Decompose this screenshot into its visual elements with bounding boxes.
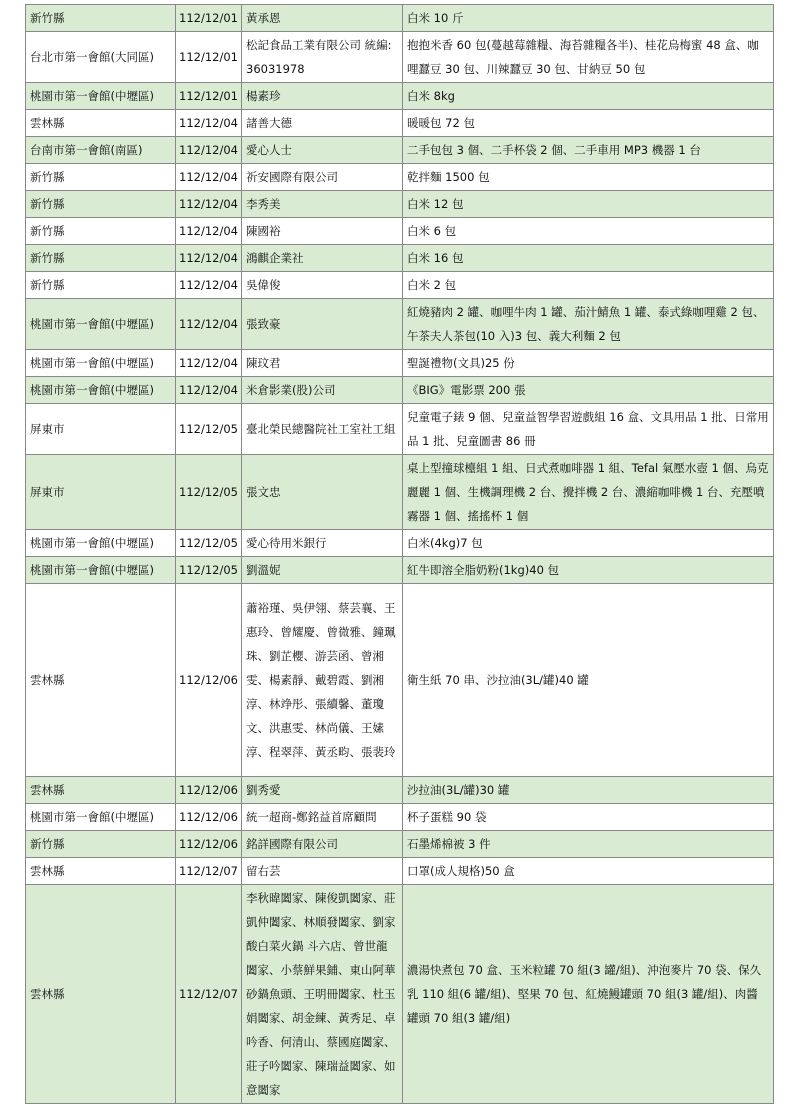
item-cell: 白米 2 包 [403,272,774,299]
item-cell: 杯子蛋糕 90 袋 [403,804,774,831]
date-cell: 112/12/04 [176,299,242,350]
donor-cell: 蕭裕瑾、吳伊翎、蔡芸襄、王惠玲、曾耀慶、曾微雅、鐘珮珠、劉芷櫻、游芸函、曾湘雯、楊素靜、戴碧霞、劉湘淳、林竫彤、張續馨、董瓊文、洪惠雯、林尚儀、王嫊淳、程翠萍、黃丞畇、張裴玲 [242,584,403,777]
item-cell: 兒童電子錶 9 個、兒童益智學習遊戲組 16 盒、文具用品 1 批、日常用品 1 批、兒童圖書 86 冊 [403,404,774,455]
region-cell: 新竹縣 [26,831,176,858]
date-cell: 112/12/07 [176,885,242,1104]
date-cell: 112/12/07 [176,858,242,885]
date-cell: 112/12/06 [176,584,242,777]
region-cell: 新竹縣 [26,272,176,299]
date-cell: 112/12/04 [176,245,242,272]
item-cell: 石墨烯棉被 3 件 [403,831,774,858]
table-row [26,831,774,858]
table-row [26,32,774,83]
donor-cell: 鴻麒企業社 [242,245,403,272]
region-cell: 新竹縣 [26,191,176,218]
item-cell: 白米 10 斤 [403,5,774,32]
region-cell: 桃園市第一會館(中壢區) [26,350,176,377]
region-cell: 屏東市 [26,404,176,455]
region-cell: 雲林縣 [26,858,176,885]
date-cell: 112/12/04 [176,350,242,377]
table-row [26,272,774,299]
item-cell: 紅燒豬肉 2 罐、咖哩牛肉 1 罐、茄汁鯖魚 1 罐、泰式綠咖哩雞 2 包、午茶夫人茶包(10 入)3 包、義大利麵 2 包 [403,299,774,350]
region-cell: 雲林縣 [26,584,176,777]
date-cell: 112/12/06 [176,804,242,831]
date-cell: 112/12/04 [176,137,242,164]
item-cell: 濃湯快煮包 70 盒、玉米粒罐 70 組(3 罐/組)、沖泡麥片 70 袋、保久乳 110 組(6 罐/組)、堅果 70 包、紅燒鰻罐頭 70 組(3 罐/組)、肉醬罐頭 70 組(3 罐/組) [403,885,774,1104]
table-row [26,245,774,272]
table-row [26,350,774,377]
table-row [26,137,774,164]
item-cell: 白米(4kg)7 包 [403,530,774,557]
table-row [26,804,774,831]
table-row [26,164,774,191]
date-cell: 112/12/06 [176,831,242,858]
region-cell: 新竹縣 [26,164,176,191]
item-cell: 白米 12 包 [403,191,774,218]
date-cell: 112/12/01 [176,83,242,110]
item-cell: 聖誕禮物(文具)25 份 [403,350,774,377]
region-cell: 桃園市第一會館(中壢區) [26,530,176,557]
region-cell: 新竹縣 [26,5,176,32]
item-cell: 衛生紙 70 串、沙拉油(3L/罐)40 罐 [403,584,774,777]
table-row [26,218,774,245]
item-cell: 桌上型撞球檯組 1 組、日式煮咖啡器 1 組、Tefal 氣壓水壺 1 個、烏克麗麗 1 個、生機調理機 2 台、攪拌機 2 台、濃縮咖啡機 1 台、充壓噴霧器 1 個、搖搖杯 1 個 [403,455,774,530]
region-cell: 新竹縣 [26,245,176,272]
table-row [26,885,774,1104]
table-row [26,110,774,137]
table-row [26,404,774,455]
date-cell: 112/12/05 [176,557,242,584]
donor-cell: 李秋暐闔家、陳俊凱闔家、莊凱仲闔家、林順發闔家、劉家酸白菜火鍋 斗六店、曾世龍闔家、小蔡鮮果鋪、東山阿華砂鍋魚頭、王明冊闔家、杜玉娟闔家、胡金練、黃秀足、卓吟香、何清山、蔡國庭闔家、莊子吟闔家、陳瑞益闔家、如意闔家 [242,885,403,1104]
donor-cell: 留右芸 [242,858,403,885]
date-cell: 112/12/05 [176,455,242,530]
table-row [26,455,774,530]
date-cell: 112/12/05 [176,530,242,557]
region-cell: 桃園市第一會館(中壢區) [26,804,176,831]
date-cell: 112/12/04 [176,110,242,137]
donor-cell: 陳玟君 [242,350,403,377]
item-cell: 沙拉油(3L/罐)30 罐 [403,777,774,804]
region-cell: 桃園市第一會館(中壢區) [26,377,176,404]
date-cell: 112/12/04 [176,377,242,404]
item-cell: 白米 6 包 [403,218,774,245]
item-cell: 紅牛即溶全脂奶粉(1kg)40 包 [403,557,774,584]
donor-cell: 楊素珍 [242,83,403,110]
date-cell: 112/12/04 [176,164,242,191]
region-cell: 桃園市第一會館(中壢區) [26,299,176,350]
date-cell: 112/12/04 [176,218,242,245]
table-row [26,584,774,777]
table-row [26,5,774,32]
table-row [26,377,774,404]
region-cell: 新竹縣 [26,218,176,245]
donor-cell: 臺北榮民總醫院社工室社工組 [242,404,403,455]
item-cell: 抱抱米香 60 包(蔓越莓雜糧、海苔雜糧各半)、桂花烏梅蜜 48 盒、咖哩蠶豆 30 包、川辣蠶豆 30 包、甘納豆 50 包 [403,32,774,83]
donor-cell: 吳偉俊 [242,272,403,299]
region-cell: 台北市第一會館(大同區) [26,32,176,83]
donor-cell: 劉溫妮 [242,557,403,584]
donor-cell: 黃承恩 [242,5,403,32]
table-row [26,299,774,350]
donor-cell: 松記食品工業有限公司 統編:36031978 [242,32,403,83]
region-cell: 桃園市第一會館(中壢區) [26,83,176,110]
region-cell: 雲林縣 [26,777,176,804]
donor-cell: 張文忠 [242,455,403,530]
table-row [26,777,774,804]
donor-cell: 張致豪 [242,299,403,350]
region-cell: 台南市第一會館(南區) [26,137,176,164]
date-cell: 112/12/05 [176,404,242,455]
table-row [26,530,774,557]
donation-table [25,4,774,1104]
table-row [26,858,774,885]
table-row [26,557,774,584]
donor-cell: 祈安國際有限公司 [242,164,403,191]
donor-cell: 銘詳國際有限公司 [242,831,403,858]
donor-cell: 愛心待用米銀行 [242,530,403,557]
date-cell: 112/12/04 [176,191,242,218]
item-cell: 乾拌麵 1500 包 [403,164,774,191]
item-cell: 白米 16 包 [403,245,774,272]
item-cell: 暖暖包 72 包 [403,110,774,137]
date-cell: 112/12/06 [176,777,242,804]
donor-cell: 愛心人士 [242,137,403,164]
region-cell: 雲林縣 [26,110,176,137]
donor-cell: 統一超商-鄭銘益首席顧問 [242,804,403,831]
donor-cell: 劉秀愛 [242,777,403,804]
donor-cell: 李秀美 [242,191,403,218]
region-cell: 屏東市 [26,455,176,530]
item-cell: 口罩(成人規格)50 盒 [403,858,774,885]
item-cell: 《BIG》電影票 200 張 [403,377,774,404]
region-cell: 桃園市第一會館(中壢區) [26,557,176,584]
date-cell: 112/12/01 [176,32,242,83]
donor-cell: 米倉影業(股)公司 [242,377,403,404]
item-cell: 白米 8kg [403,83,774,110]
donor-cell: 諸善大德 [242,110,403,137]
donor-cell: 陳國裕 [242,218,403,245]
table-row [26,83,774,110]
date-cell: 112/12/04 [176,272,242,299]
item-cell: 二手包包 3 個、二手杯袋 2 個、二手車用 MP3 機器 1 台 [403,137,774,164]
region-cell: 雲林縣 [26,885,176,1104]
table-row [26,191,774,218]
donation-table-body [26,5,774,1104]
date-cell: 112/12/01 [176,5,242,32]
